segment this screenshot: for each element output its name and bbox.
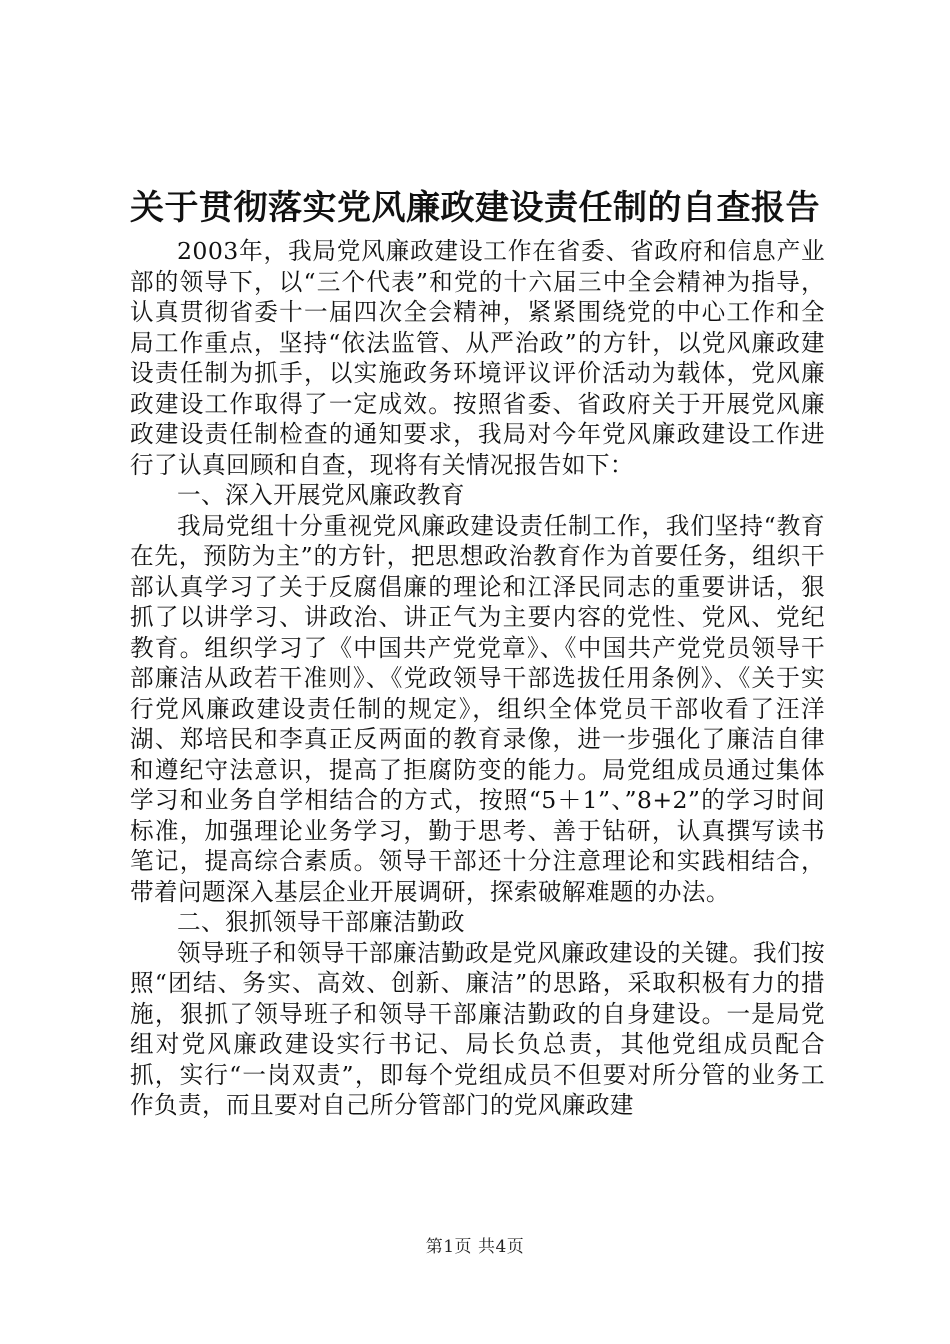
document-body — [130, 236, 825, 1121]
section-1-paragraph: 我局党组十分重视党风廉政建设责任制工作，我们坚持“教育在先，预防为主”的方针，把思想政治教育作为首要任务，组织干部认真学习了关于反腐倡廉的理论和江泽民同志的重要讲话，狠抓了以讲学习、讲政治、讲正气为主要内容的党性、党风、党纪教育。组织学习了《中国共产党党章》、《中国共产党党员领导干部廉洁从政若干准则》、《党政领导干部选拔任用条例》、《关于实行党风廉政建设责任制的规定》，组织全体党员干部收看了汪洋湖、郑培民和李真正反两面的教育录像，进一步强化了廉洁自律和遵纪守法意识，提高了拒腐防变的能力。局党组成员通过集体学习和业务自学相结合的方式，按照“5＋1”、”8+2”的学习时间标准，加强理论业务学习，勤于思考、善于钻研，认真撰写读书笔记，提高综合素质。领导干部还十分注意理论和实践相结合，带着问题深入基层企业开展调研，探索破解难题的办法。 — [130, 511, 825, 906]
intro-paragraph: 2003年，我局党风廉政建设工作在省委、省政府和信息产业部的领导下，以“三个代表”和党的十六届三中全会精神为指导，认真贯彻省委十一届四次全会精神，紧紧围绕党的中心工作和全局工作重点，坚持“依法监管、从严治政”的方针，以党风廉政建设责任制为抓手，以实施政务环境评议评价活动为载体，党风廉政建设工作取得了一定成效。按照省委、省政府关于开展党风廉政建设责任制检查的通知要求，我局对今年党风廉政建设工作进行了认真回顾和自查，现将有关情况报告如下： — [130, 237, 825, 479]
section-heading-1: 一、深入开展党风廉政教育 — [177, 481, 465, 509]
section-heading-2: 二、狠抓领导干部廉洁勤政 — [177, 908, 465, 936]
document-title: 关于贯彻落实党风廉政建设责任制的自查报告 — [130, 188, 820, 228]
page-footer: 第1页 共4页 — [425, 1237, 525, 1257]
section-2-paragraph: 领导班子和领导干部廉洁勤政是党风廉政建设的关键。我们按照“团结、务实、高效、创新、廉洁”的思路，采取积极有力的措施，狠抓了领导班子和领导干部廉洁勤政的自身建设。一是局党组对党风廉政建设实行书记、局长负总责，其他党组成员配合抓，实行“一岗双责”，即每个党组成员不但要对所分管的业务工作负责，而且要对自己所分管部门的党风廉政建 — [130, 938, 825, 1119]
